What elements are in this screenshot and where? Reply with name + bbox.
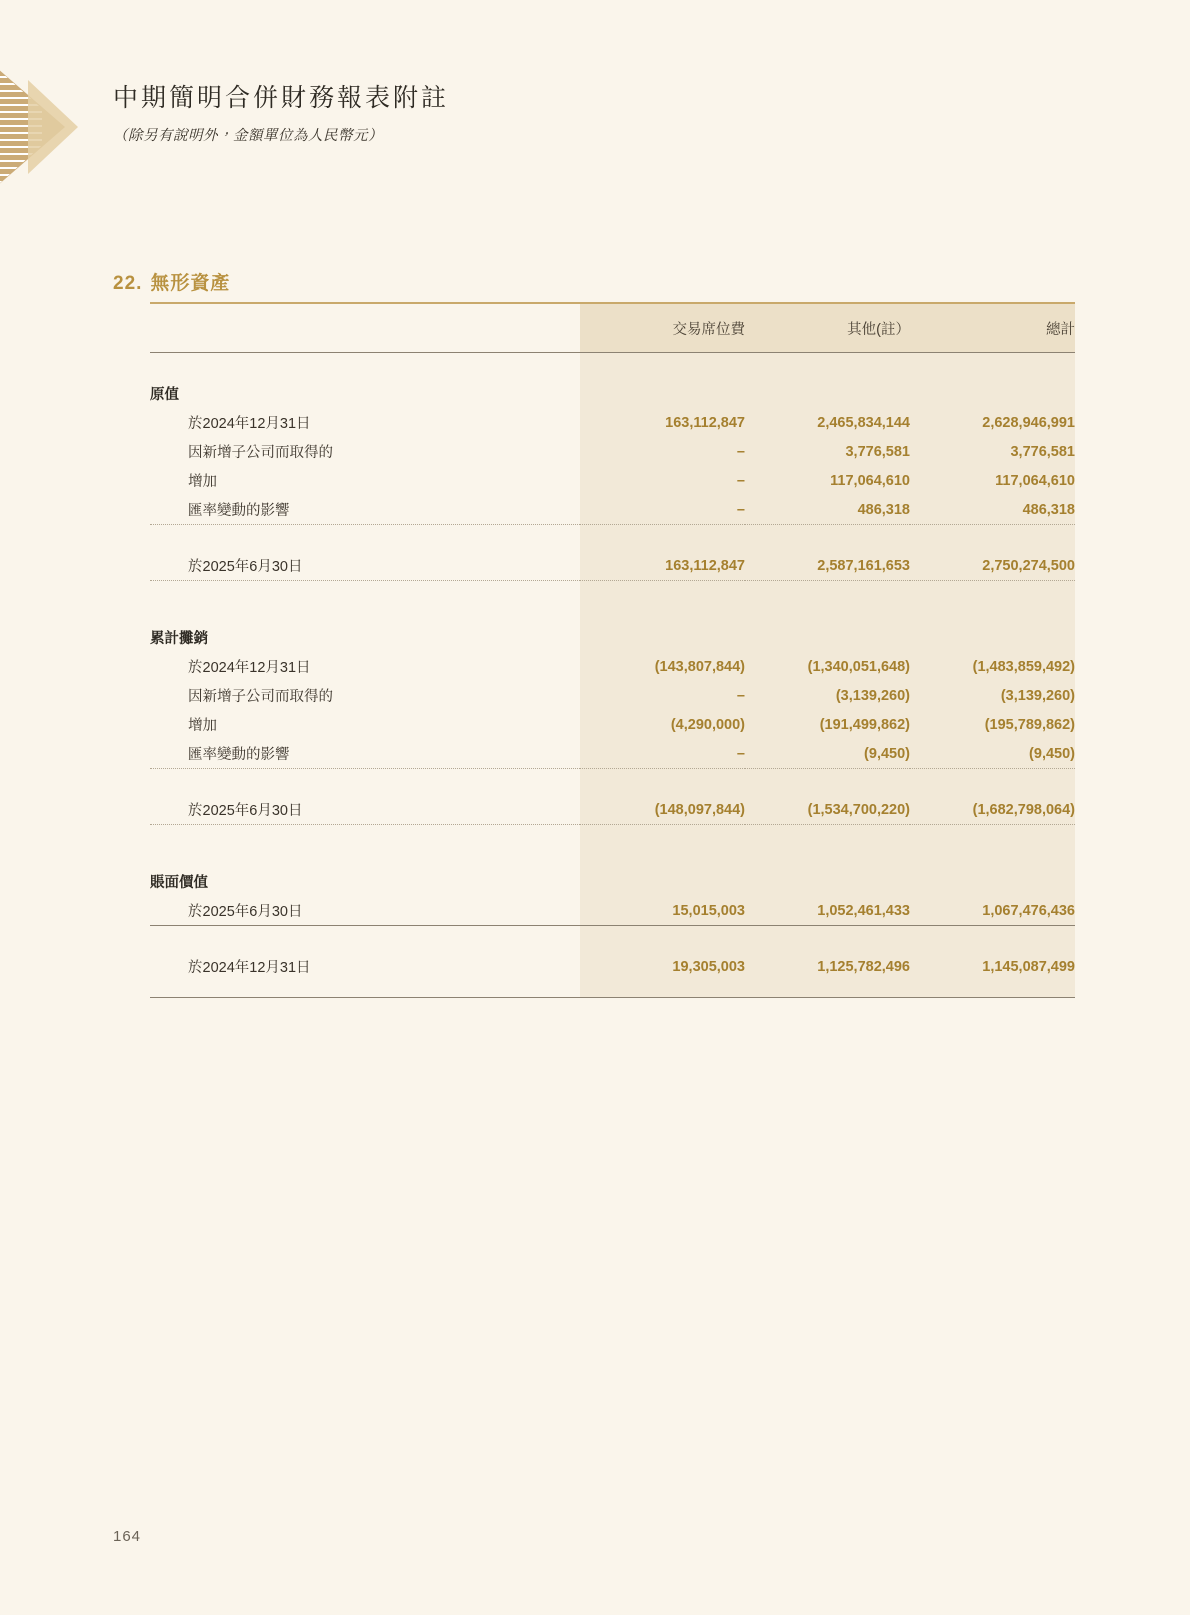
corner-wedge-secondary-icon [28, 80, 78, 174]
page-header [113, 78, 1013, 145]
spacer-num-2 [745, 607, 910, 623]
row-value-seat-fee: – [580, 495, 745, 525]
spacer-num-1 [580, 825, 745, 852]
spacer-num-3 [910, 825, 1075, 852]
spacer-num-2 [745, 926, 910, 953]
table-group-title-row [150, 623, 1075, 652]
page-title: 中期簡明合併財務報表附註 [113, 85, 450, 112]
spacer-num-3 [910, 353, 1075, 380]
row-value-total: (3,139,260) [910, 681, 1075, 710]
spacer-num-1 [580, 769, 745, 796]
group-title-accumulated-amortisation: 累計攤銷 [150, 631, 208, 647]
total-value-total: (1,682,798,064) [910, 795, 1075, 825]
spacer-num-1 [580, 525, 745, 552]
table-row [150, 408, 1075, 437]
spacer-num-3 [910, 607, 1075, 623]
spacer-num-1 [580, 353, 745, 380]
table-group-title-row [150, 379, 1075, 408]
row-value-seat-fee: 15,015,003 [580, 896, 745, 926]
intangible-assets-table-wrapper [150, 302, 1075, 998]
row-value-others: (1,340,051,648) [745, 652, 910, 681]
spacer-num-2 [745, 851, 910, 867]
row-value-seat-fee: (143,807,844) [580, 652, 745, 681]
spacer-num-3 [910, 769, 1075, 796]
spacer-label [150, 926, 580, 953]
table-header-row [150, 303, 1075, 353]
corner-decoration [0, 62, 92, 192]
row-value-others: (3,139,260) [745, 681, 910, 710]
spacer-num-3 [910, 851, 1075, 867]
intangible-assets-table [150, 302, 1075, 998]
table-total-row [150, 551, 1075, 581]
table-group-title-row [150, 867, 1075, 896]
section-heading [113, 268, 230, 295]
total-value-total: 2,750,274,500 [910, 551, 1075, 581]
row-value-total: 117,064,610 [910, 466, 1075, 495]
group-title-pad-1 [580, 379, 745, 408]
spacer-num-2 [745, 353, 910, 380]
row-value-seat-fee: – [580, 681, 745, 710]
spacer-num-1 [580, 981, 745, 998]
row-value-total: 2,628,946,991 [910, 408, 1075, 437]
row-value-others: 2,465,834,144 [745, 408, 910, 437]
row-label: 增加 [188, 718, 217, 734]
row-label: 匯率變動的影響 [188, 503, 290, 519]
row-label: 增加 [188, 474, 217, 490]
spacer-label [150, 769, 580, 796]
group-title-pad-2 [745, 623, 910, 652]
page-subtitle: （除另有說明外，金額單位為人民幣元） [113, 128, 383, 144]
group-title-pad-3 [910, 379, 1075, 408]
row-value-others: 1,052,461,433 [745, 896, 910, 926]
row-value-total: 1,067,476,436 [910, 896, 1075, 926]
group-title-pad-2 [745, 379, 910, 408]
group-title-cost: 原值 [150, 387, 179, 403]
table-header-rule [150, 353, 1075, 380]
table-group-gap [150, 607, 1075, 623]
row-value-others: (9,450) [745, 739, 910, 769]
table-header-total: 總計 [910, 303, 1075, 353]
group-title-pad-3 [910, 623, 1075, 652]
spacer-label [150, 825, 580, 852]
table-group-gap [150, 851, 1075, 867]
table-bottom-rule [150, 981, 1075, 998]
row-value-seat-fee: 163,112,847 [580, 408, 745, 437]
table-final-rule [150, 926, 1075, 953]
spacer-num-1 [580, 581, 745, 608]
final-value-others: 1,125,782,496 [745, 952, 910, 981]
spacer-label [150, 581, 580, 608]
final-value-total: 1,145,087,499 [910, 952, 1075, 981]
row-label: 因新增子公司而取得的 [188, 689, 333, 705]
group-title-pad-3 [910, 867, 1075, 896]
row-value-total: (1,483,859,492) [910, 652, 1075, 681]
table-row [150, 652, 1075, 681]
spacer-num-2 [745, 825, 910, 852]
final-value-seat-fee: 19,305,003 [580, 952, 745, 981]
row-value-seat-fee: – [580, 437, 745, 466]
spacer-label [150, 981, 580, 998]
total-value-seat-fee: (148,097,844) [580, 795, 745, 825]
table-header-seat-fee: 交易席位費 [580, 303, 745, 353]
table-row [150, 466, 1075, 495]
spacer-label [150, 353, 580, 380]
total-label: 於2025年6月30日 [188, 559, 303, 575]
spacer-label [150, 525, 580, 552]
spacer-num-2 [745, 981, 910, 998]
final-label: 於2024年12月31日 [188, 960, 311, 976]
page-number: 164 [113, 1528, 142, 1545]
table-row [150, 437, 1075, 466]
spacer-num-3 [910, 525, 1075, 552]
table-group-divider [150, 581, 1075, 608]
section-title: 無形資產 [150, 273, 231, 294]
spacer-label [150, 851, 580, 867]
section-number: 22. [113, 273, 143, 294]
table-row [150, 710, 1075, 739]
row-value-total: 486,318 [910, 495, 1075, 525]
row-label: 於2024年12月31日 [188, 416, 311, 432]
row-value-others: 117,064,610 [745, 466, 910, 495]
spacer-num-3 [910, 926, 1075, 953]
row-value-seat-fee: – [580, 739, 745, 769]
row-label: 因新增子公司而取得的 [188, 445, 333, 461]
row-value-seat-fee: – [580, 466, 745, 495]
table-subtotal-rule [150, 769, 1075, 796]
row-value-others: 3,776,581 [745, 437, 910, 466]
table-subtotal-rule [150, 525, 1075, 552]
table-row [150, 896, 1075, 926]
row-label: 於2025年6月30日 [188, 904, 303, 920]
total-value-others: (1,534,700,220) [745, 795, 910, 825]
spacer-label [150, 607, 580, 623]
table-row [150, 681, 1075, 710]
row-label: 於2024年12月31日 [188, 660, 311, 676]
spacer-num-3 [910, 581, 1075, 608]
row-value-total: (195,789,862) [910, 710, 1075, 739]
group-title-pad-1 [580, 623, 745, 652]
row-value-total: 3,776,581 [910, 437, 1075, 466]
table-group-divider [150, 825, 1075, 852]
spacer-num-2 [745, 769, 910, 796]
row-label: 匯率變動的影響 [188, 747, 290, 763]
table-total-row [150, 795, 1075, 825]
row-value-seat-fee: (4,290,000) [580, 710, 745, 739]
spacer-num-2 [745, 525, 910, 552]
table-header-blank [150, 303, 580, 353]
table-header-others: 其他(註） [745, 303, 910, 353]
group-title-carrying-amount: 賬面價值 [150, 875, 208, 891]
total-value-others: 2,587,161,653 [745, 551, 910, 581]
spacer-num-1 [580, 851, 745, 867]
group-title-pad-2 [745, 867, 910, 896]
row-value-others: (191,499,862) [745, 710, 910, 739]
total-value-seat-fee: 163,112,847 [580, 551, 745, 581]
spacer-num-1 [580, 607, 745, 623]
row-value-others: 486,318 [745, 495, 910, 525]
spacer-num-1 [580, 926, 745, 953]
group-title-pad-1 [580, 867, 745, 896]
table-row [150, 495, 1075, 525]
spacer-num-2 [745, 581, 910, 608]
row-value-total: (9,450) [910, 739, 1075, 769]
table-row [150, 739, 1075, 769]
spacer-num-3 [910, 981, 1075, 998]
table-final-row [150, 952, 1075, 981]
total-label: 於2025年6月30日 [188, 803, 303, 819]
